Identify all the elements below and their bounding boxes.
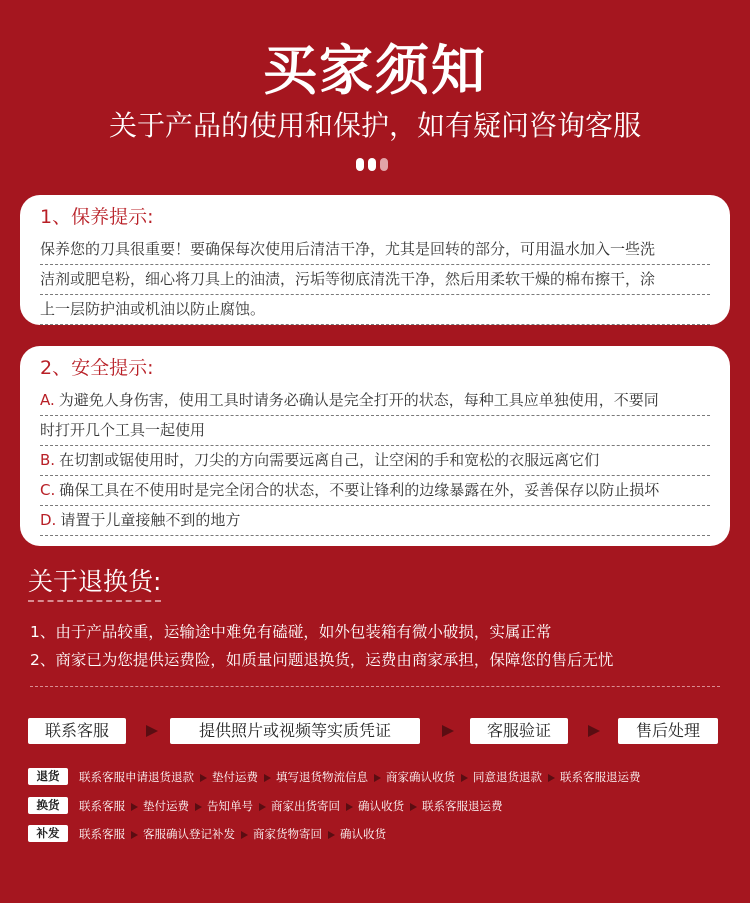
process-step: 商家货物寄回 — [253, 827, 322, 841]
process-step: 联系客服 — [79, 799, 125, 813]
arrow-right-icon — [264, 774, 271, 782]
process-tag: 退货 — [28, 768, 68, 785]
item-letter: A. — [40, 391, 55, 409]
page-subtitle: 关于产品的使用和保护，如有疑问咨询客服 — [108, 109, 641, 142]
process-step: 垫付运费 — [143, 799, 189, 813]
item-text: 时打开几个工具一起使用 — [40, 421, 206, 439]
process-step: 联系客服申请退货退款 — [79, 770, 194, 784]
process-steps — [79, 768, 641, 786]
care-tips-line: 保养您的刀具很重要！要确保每次使用后清洁干净，尤其是回转的部分，可用温水加入一些洗 — [40, 235, 710, 265]
section-divider — [30, 686, 720, 687]
arrow-right-icon — [442, 725, 454, 737]
exchange-process-row — [28, 797, 728, 815]
process-steps — [79, 825, 386, 843]
process-step: 客服确认登记补发 — [143, 827, 235, 841]
safety-tips-line — [40, 476, 710, 506]
safety-tips-card — [20, 346, 730, 546]
safety-tips-line — [40, 416, 710, 446]
item-text: 请置于儿童接触不到的地方 — [60, 511, 241, 529]
dot-indicator — [380, 158, 388, 171]
process-step: 联系客服退运费 — [560, 770, 641, 784]
arrow-right-icon — [259, 803, 266, 811]
arrow-right-icon — [346, 803, 353, 811]
return-process-row — [28, 768, 728, 786]
safety-tips-line — [40, 386, 710, 416]
item-text: 确保工具在不使用时是完全闭合的状态，不要让锋利的边缘暴露在外，妥善保存以防止损坏 — [59, 481, 660, 499]
arrow-right-icon — [374, 774, 381, 782]
dot-indicator — [368, 158, 376, 171]
process-steps — [79, 797, 503, 815]
arrow-right-icon — [195, 803, 202, 811]
item-letter: D. — [40, 511, 57, 529]
arrow-right-icon — [410, 803, 417, 811]
arrow-right-icon — [146, 725, 158, 737]
carousel-dots — [356, 156, 392, 175]
care-tips-line: 上一层防护油或机油以防止腐蚀。 — [40, 295, 710, 325]
arrow-right-icon — [131, 831, 138, 839]
process-tag: 补发 — [28, 825, 68, 842]
flow-step-evidence: 提供照片或视频等实质凭证 — [170, 718, 420, 744]
item-text: 为避免人身伤害，使用工具时请务必确认是完全打开的状态，每种工具应单独使用，不要同 — [58, 391, 659, 409]
reissue-process-row — [28, 825, 728, 843]
process-step: 同意退货退款 — [473, 770, 542, 784]
arrow-right-icon — [200, 774, 207, 782]
arrow-right-icon — [328, 831, 335, 839]
safety-tips-line — [40, 446, 710, 476]
flow-step-process: 售后处理 — [618, 718, 718, 744]
returns-heading: 关于退换货: — [28, 562, 161, 602]
item-letter: B. — [40, 451, 56, 469]
returns-line: 1、由于产品较重，运输途中难免有磕碰，如外包装箱有微小破损，实属正常 — [30, 623, 552, 641]
process-step: 确认收货 — [340, 827, 386, 841]
item-letter: C. — [40, 481, 56, 499]
care-tips-heading: 1、保养提示: — [40, 206, 154, 228]
process-step: 填写退货物流信息 — [276, 770, 368, 784]
after-sales-flow — [28, 718, 728, 744]
care-tips-card — [20, 195, 730, 325]
process-step: 商家出货寄回 — [271, 799, 340, 813]
process-step: 垫付运费 — [212, 770, 258, 784]
process-step: 告知单号 — [207, 799, 253, 813]
process-step: 商家确认收货 — [386, 770, 455, 784]
process-step: 确认收货 — [358, 799, 404, 813]
returns-line: 2、商家已为您提供运费险，如质量问题退换货，运费由商家承担，保障您的售后无忧 — [30, 651, 614, 669]
flow-step-contact: 联系客服 — [28, 718, 126, 744]
page-title: 买家须知 — [263, 39, 487, 102]
item-text: 在切割或锯使用时，刀尖的方向需要远离自己，让空闲的手和宽松的衣服远离它们 — [59, 451, 600, 469]
arrow-right-icon — [548, 774, 555, 782]
safety-tips-line — [40, 506, 710, 536]
process-tag: 换货 — [28, 797, 68, 814]
safety-tips-heading: 2、安全提示: — [40, 357, 154, 379]
arrow-right-icon — [241, 831, 248, 839]
dot-indicator — [356, 158, 364, 171]
process-step: 联系客服 — [79, 827, 125, 841]
arrow-right-icon — [588, 725, 600, 737]
care-tips-line: 洁剂或肥皂粉，细心将刀具上的油渍，污垢等彻底清洗干净，然后用柔软干燥的棉布擦干，涂 — [40, 265, 710, 295]
arrow-right-icon — [131, 803, 138, 811]
arrow-right-icon — [461, 774, 468, 782]
process-step: 联系客服退运费 — [422, 799, 503, 813]
flow-step-verify: 客服验证 — [470, 718, 568, 744]
